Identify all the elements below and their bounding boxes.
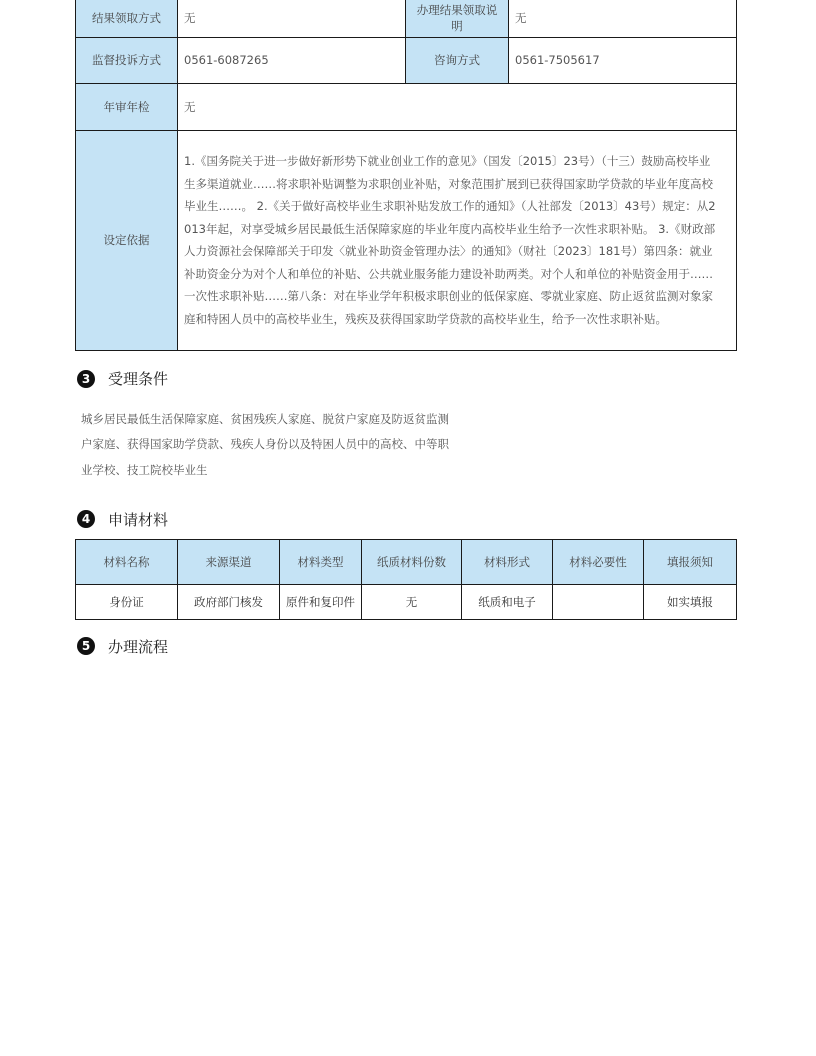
column-header: 材料形式 xyxy=(462,540,553,585)
result-method-value: 无 xyxy=(178,0,406,37)
basis-line: 一次性求职补贴……第八条：对在毕业学年积极求职创业的低保家庭、零就业家庭、防止返贫监测对象家 xyxy=(184,289,713,303)
table-row xyxy=(76,585,737,620)
table-cell: 如实填报 xyxy=(644,585,737,620)
materials-header-row xyxy=(76,540,737,585)
table-cell: 身份证 xyxy=(76,585,178,620)
row-annual xyxy=(76,83,737,130)
number-circle-icon: 5 xyxy=(77,637,95,655)
consult-label: 咨询方式 xyxy=(406,37,509,83)
table-cell xyxy=(553,585,644,620)
annual-label: 年审年检 xyxy=(76,83,178,130)
number-circle-icon: 3 xyxy=(77,370,95,388)
conditions-line: 业学校、技工院校毕业生 xyxy=(81,462,208,477)
consult-value: 0561-7505617 xyxy=(509,37,737,83)
basis-line: 人力资源社会保障部关于印发〈就业补助资金管理办法〉的通知》（财社〔2023〕181号）第四条：就业 xyxy=(184,244,713,258)
result-note-value: 无 xyxy=(509,0,737,37)
basis-label: 设定依据 xyxy=(76,130,178,350)
section-heading-conditions xyxy=(75,367,736,391)
section-title: 办理流程 xyxy=(108,637,169,656)
column-header: 材料类型 xyxy=(280,540,362,585)
annual-value: 无 xyxy=(178,83,737,130)
conditions-line: 户家庭、获得国家助学贷款、残疾人身份以及特困人员中的高校、中等职 xyxy=(81,437,449,451)
basis-line: 庭和特困人员中的高校毕业生，残疾及获得国家助学贷款的高校毕业生，给予一次性求职补贴。 xyxy=(184,311,667,326)
basis-line: 毕业生……。 2.《关于做好高校毕业生求职补贴发放工作的通知》（人社部发〔2013〕43号）规定：从2 xyxy=(184,199,716,213)
table-cell: 原件和复印件 xyxy=(280,585,362,620)
section-heading-process xyxy=(75,634,736,658)
basis-line: 1.《国务院关于进一步做好新形势下就业创业工作的意见》（国发〔2015〕23号）（十三）鼓励高校毕业 xyxy=(184,154,711,168)
result-method-label: 结果领取方式 xyxy=(76,0,178,37)
basis-value xyxy=(178,130,737,350)
basis-line: 生多渠道就业……将求职补贴调整为求职创业补贴，对象范围扩展到已获得国家助学贷款的毕业年度高校 xyxy=(184,176,713,191)
column-header: 材料必要性 xyxy=(553,540,644,585)
basis-line: 补助资金分为对个人和单位的补贴、公共就业服务能力建设补助两类。对个人和单位的补贴资金用于…… xyxy=(184,266,713,281)
complaint-label: 监督投诉方式 xyxy=(76,37,178,83)
table-cell: 无 xyxy=(362,585,462,620)
column-header: 材料名称 xyxy=(76,540,178,585)
basis-line: 013年起，对享受城乡居民最低生活保障家庭的毕业年度内高校毕业生给予一次性求职补贴。 3.《财政部 xyxy=(184,221,716,236)
column-header: 纸质材料份数 xyxy=(362,540,462,585)
document-page xyxy=(75,0,736,658)
result-note-label: 办理结果领取说明 xyxy=(406,0,509,37)
complaint-value: 0561-6087265 xyxy=(178,37,406,83)
column-header: 来源渠道 xyxy=(178,540,280,585)
conditions-line: 城乡居民最低生活保障家庭、贫困残疾人家庭、脱贫户家庭及防返贫监测 xyxy=(81,411,449,426)
number-circle-icon: 4 xyxy=(77,510,95,528)
materials-table xyxy=(75,539,737,620)
row-result-method xyxy=(76,0,737,37)
table-cell: 纸质和电子 xyxy=(462,585,553,620)
section-title: 受理条件 xyxy=(108,370,169,388)
table-cell: 政府部门核发 xyxy=(178,585,280,620)
section-title: 申请材料 xyxy=(108,510,169,529)
row-complaint xyxy=(76,37,737,83)
row-basis xyxy=(76,130,737,350)
service-info-table xyxy=(75,0,737,351)
conditions-text xyxy=(81,407,481,484)
section-heading-materials xyxy=(75,507,736,531)
column-header: 填报须知 xyxy=(644,540,737,585)
